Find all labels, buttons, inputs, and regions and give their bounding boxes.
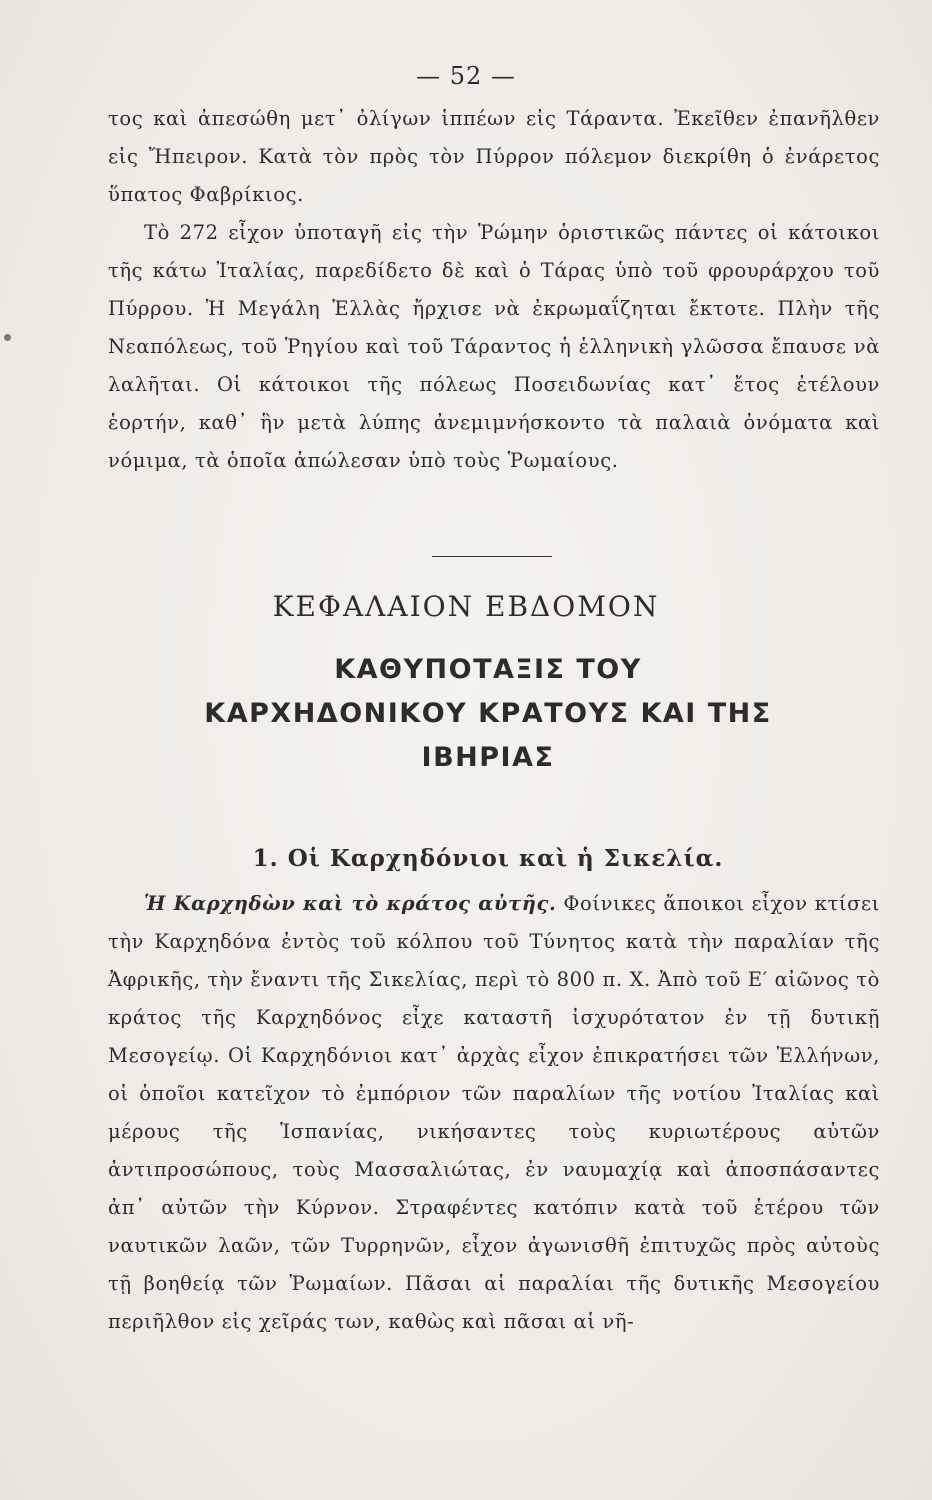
section-title: 1. Οἱ Καρχηδόνιοι καὶ ἡ Σικελία. — [252, 845, 724, 872]
chapter-title-line: ΚΑΘΥΠΟΤΑΞΙΣ ΤΟΥ — [334, 654, 642, 685]
chapter-title-line: ΚΑΡΧΗΔΟΝΙΚΟΥ ΚΡΑΤΟΥΣ ΚΑΙ ΤΗΣ — [204, 698, 772, 729]
chapter-label: ΚΕΦΑΛΑΙΟΝ ΕΒΔΟΜΟΝ — [272, 590, 660, 623]
paragraph-lead: Ἡ Καρχηδὼν καὶ τὸ κράτος αὐτῆς. — [144, 892, 557, 915]
ink-speck — [4, 334, 11, 341]
paragraph-carthage — [108, 885, 880, 1341]
paragraph-272: Τὸ 272 εἶχον ὑποταγῆ εἰς τὴν Ῥώμην ὁριστικῶς πάντες οἱ κάτοικοι τῆς κάτω Ἰταλίας, παρεδίδετο δὲ καὶ ὁ Τάρας ὑπὸ τοῦ φρουράρχου τοῦ Πύρρου. Ἡ Μεγάλη Ἑλλὰς ἤρχισε νὰ ἐκρωμαΐζηται ἔκτοτε. Πλὴν τῆς Νεαπόλεως, τοῦ Ῥηγίου καὶ τοῦ Τάραντος ἡ ἑλληνικὴ γλῶσσα ἔπαυσε νὰ λαλῆται. Οἱ κάτοικοι τῆς πόλεως Ποσειδωνίας κατ᾽ ἔτος ἐτέλουν ἑορτήν, καθ᾽ ἣν μετὰ λύπης ἀνεμιμνήσκοντο τὰ παλαιὰ ὀνόματα καὶ νόμιμα, τὰ ὁποῖα ἀπώλεσαν ὑπὸ τοὺς Ῥωμαίους. — [108, 221, 880, 472]
section-divider — [432, 556, 552, 557]
chapter-title — [0, 648, 932, 780]
paragraph-body: Φοίνικες ἄποικοι εἶχον κτίσει τὴν Καρχηδόνα ἐντὸς τοῦ κόλπου τοῦ Τύνητος κατὰ τὴν παραλίαν τῆς Ἀφρικῆς, τὴν ἔναντι τῆς Σικελίας, περὶ τὸ 800 π. Χ. Ἀπὸ τοῦ Ε′ αἰῶνος τὸ κράτος τῆς Καρχηδόνος εἶχε καταστῆ ἰσχυρότατον ἐν τῇ δυτικῇ Μεσογείῳ. Οἱ Καρχηδόνιοι κατ᾽ ἀρχὰς εἶχον ἐπικρατήσει τῶν Ἑλλήνων, οἱ ὁποῖοι κατεῖχον τὸ ἐμπόριον τῶν παραλίων τῆς νοτίου Ἰταλίας καὶ μέρους τῆς Ἱσπανίας, νικήσαντες τοὺς κυριωτέρους αὐτῶν ἀντιπροσώπους, τοὺς Μασσαλιώτας, ἐν ναυμαχίᾳ καὶ ἀποσπάσαντες ἀπ᾽ αὐτῶν τὴν Κύρνον. Στραφέντες κατόπιν κατὰ τοῦ ἑτέρου τῶν ναυτικῶν λαῶν, τῶν Τυρρηνῶν, εἶχον ἀγωνισθῆ ἐπιτυχῶς πρὸς αὐτοὺς τῇ βοηθείᾳ τῶν Ῥωμαίων. Πᾶσαι αἱ παραλίαι τῆς δυτικῆς Μεσογείου περιῆλθον εἰς χεῖράς των, καθὼς καὶ πᾶσαι αἱ νῆ- — [108, 892, 880, 1333]
paragraph-continuation: τος καὶ ἀπεσώθη μετ᾽ ὀλίγων ἱππέων εἰς Τάραντα. Ἐκεῖθεν ἐπανῆλθεν εἰς Ἤπειρον. Κατὰ τὸν πρὸς τὸν Πύρρον πόλεμον διεκρίθη ὁ ἐνάρετος ὕπατος Φαβρίκιος. — [108, 107, 880, 206]
page-number: — 52 — — [416, 62, 516, 90]
chapter-title-line: ΙΒΗΡΙΑΣ — [421, 742, 555, 773]
